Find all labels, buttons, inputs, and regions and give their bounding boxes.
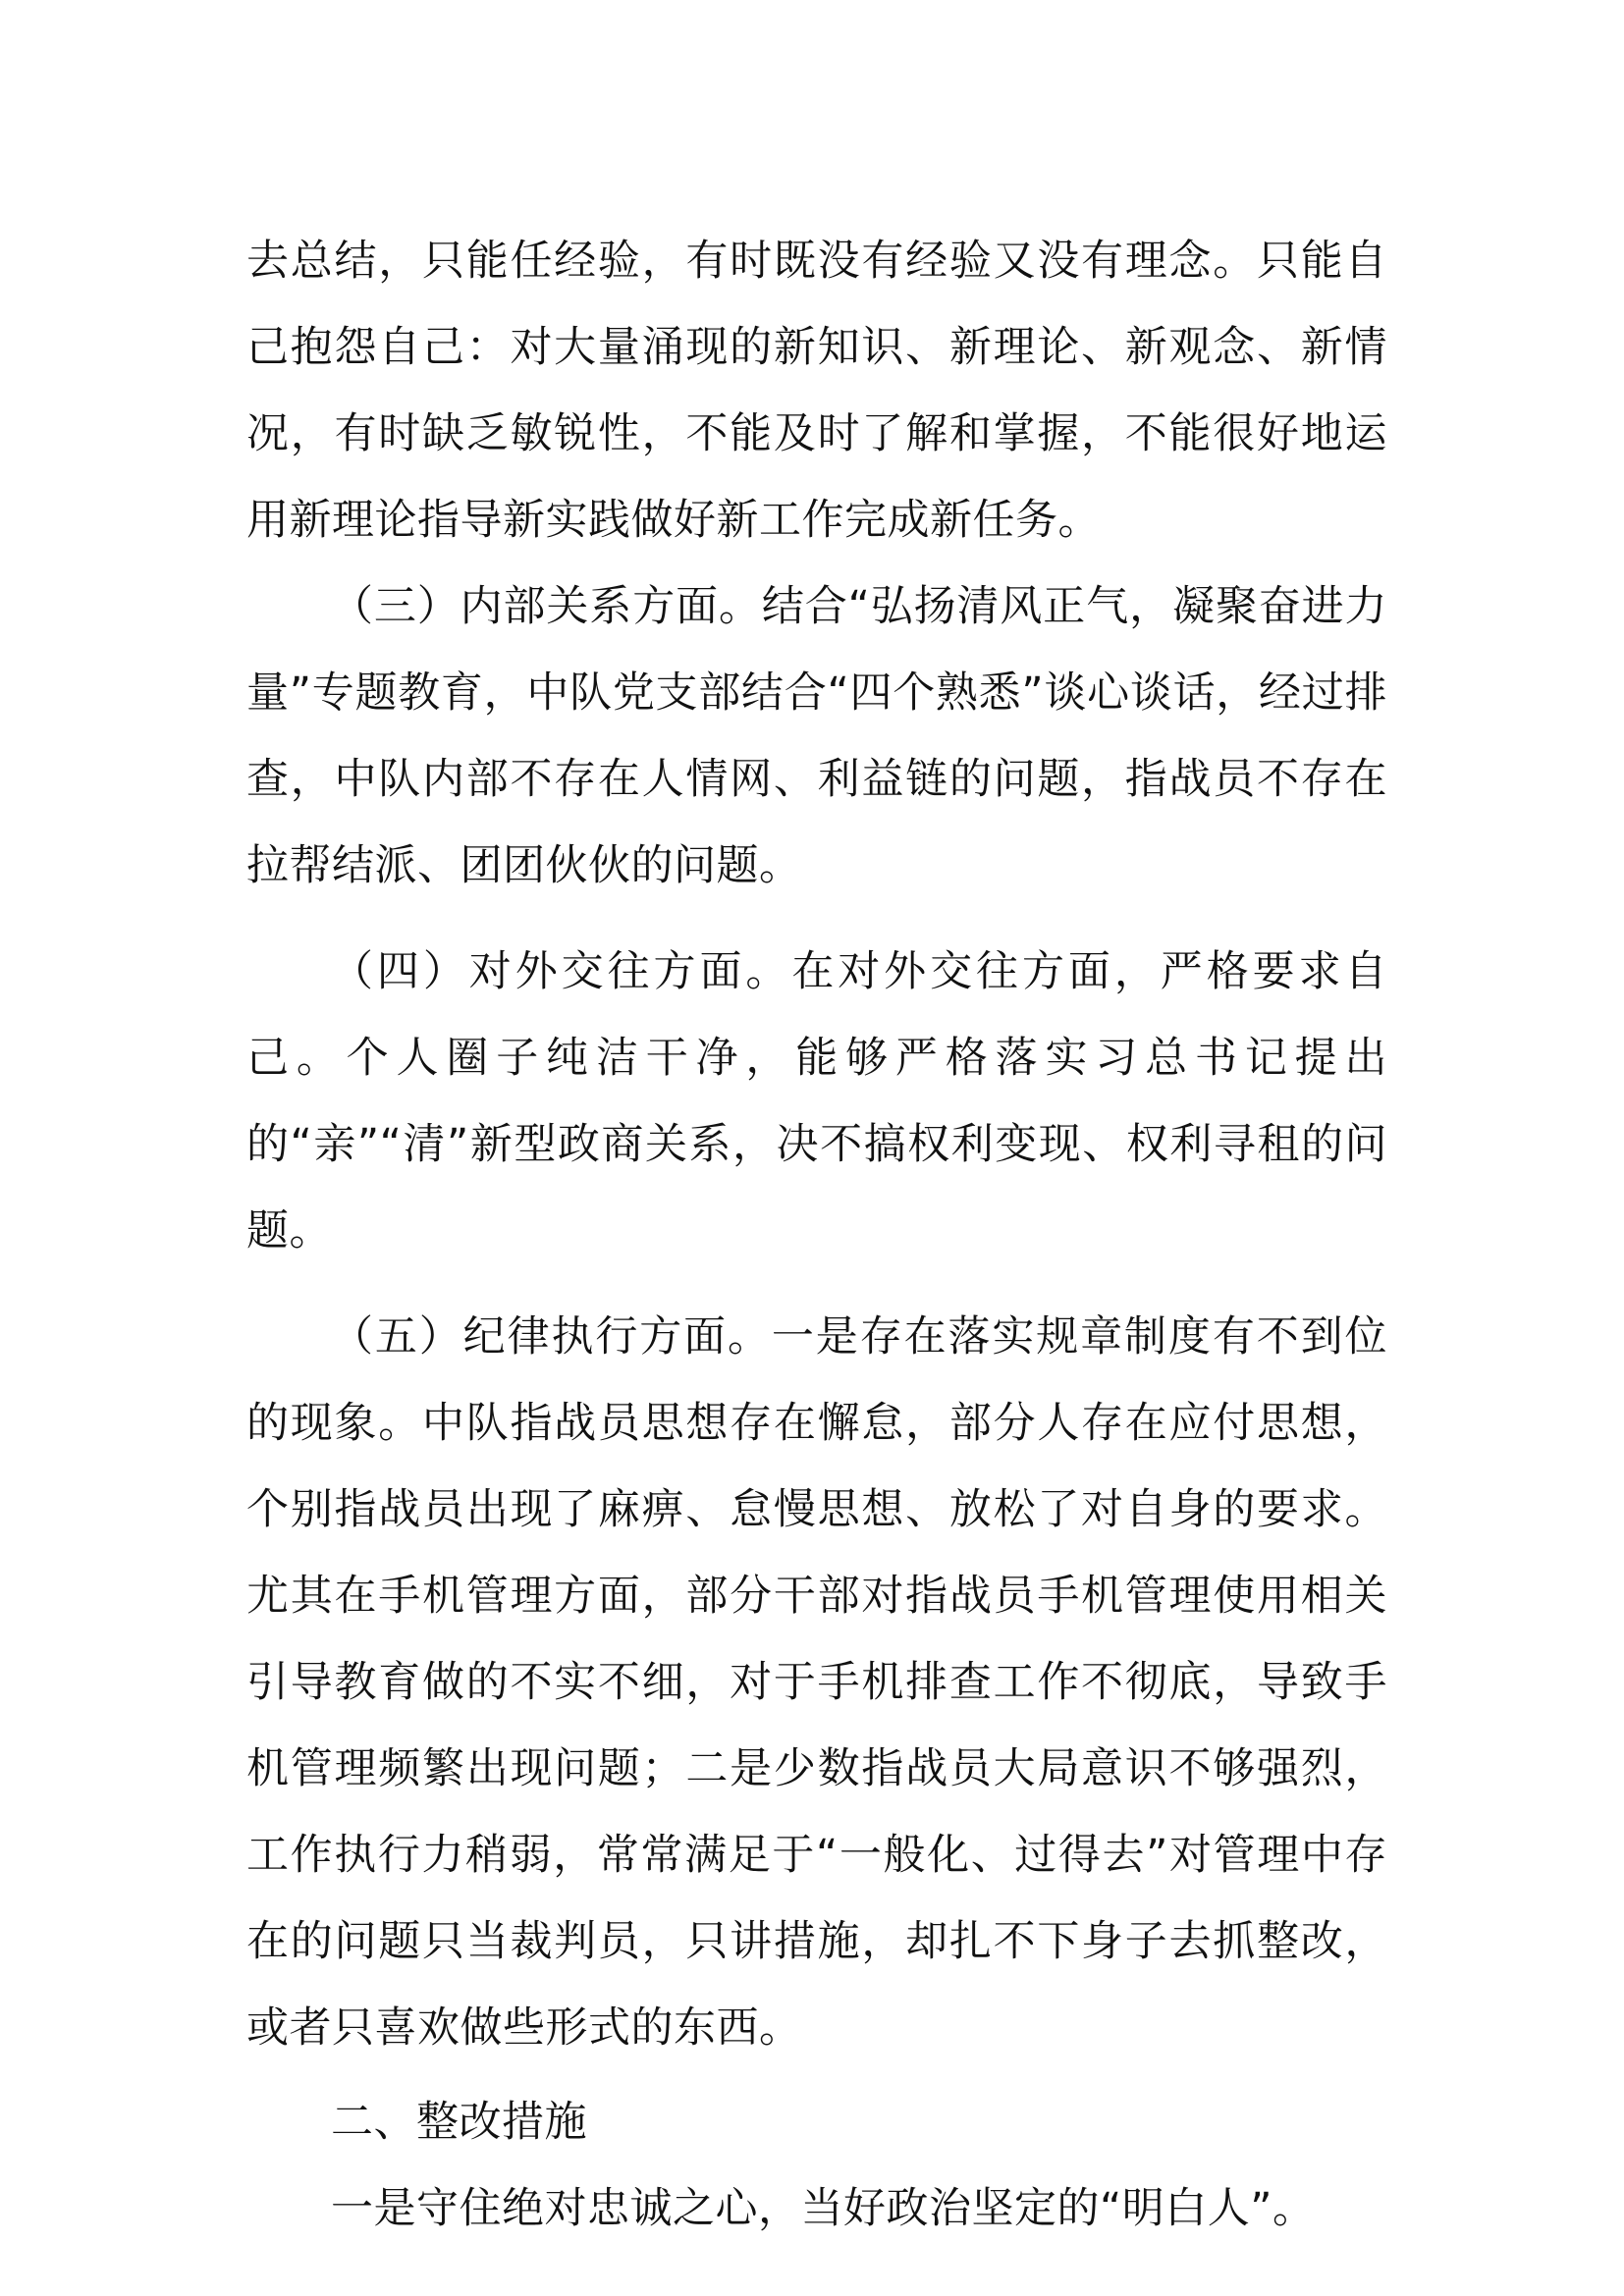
paragraph-discipline: （五）纪律执行方面。一是存在落实规章制度有不到位的现象。中队指战员思想存在懈怠，部分人存在应付思想，个别指战员出现了麻痹、怠慢思想、放松了对自身的要求。尤其在手机管理方面，部分干部对指战员手机管理使用相关引导教育做的不实不细，对于手机排查工作不彻底，导致手机管理频繁出现问题；二是少数指战员大局意识不够强烈，工作执行力稍弱，常常满足于“一般化、过得去”对管理中存在的问题只当裁判员，只讲措施，却扎不下身子去抓整改，或者只喜欢做些形式的东西。: [246, 1312, 1387, 2053]
document-body: [246, 218, 1387, 2252]
section-heading: 二、整改措施: [331, 2098, 587, 2147]
paragraph-internal-relations: （三）内部关系方面。结合“弘扬清风正气，凝聚奋进力量”专题教育，中队党支部结合“四个熟悉”谈心谈话，经过排查，中队内部不存在人情网、利益链的问题，指战员不存在拉帮结派、团团伙伙的问题。: [246, 582, 1387, 890]
paragraph-continuation: 去总结，只能任经验，有时既没有经验又没有理念。只能自己抱怨自己：对大量涌现的新知识、新理论、新观念、新情况，有时缺乏敏锐性，不能及时了解和掌握，不能很好地运用新理论指导新实践做好新工作完成新任务。: [246, 237, 1387, 545]
paragraph-measure-one: 一是守住绝对忠诚之心，当好政治坚定的“明白人”。: [331, 2184, 1316, 2233]
paragraph-external-relations: （四）对外交往方面。在对外交往方面，严格要求自己。个人圈子纯洁干净，能够严格落实习总书记提出的“亲”“清”新型政商关系，决不搞权利变现、权利寻租的问题。: [246, 947, 1387, 1255]
